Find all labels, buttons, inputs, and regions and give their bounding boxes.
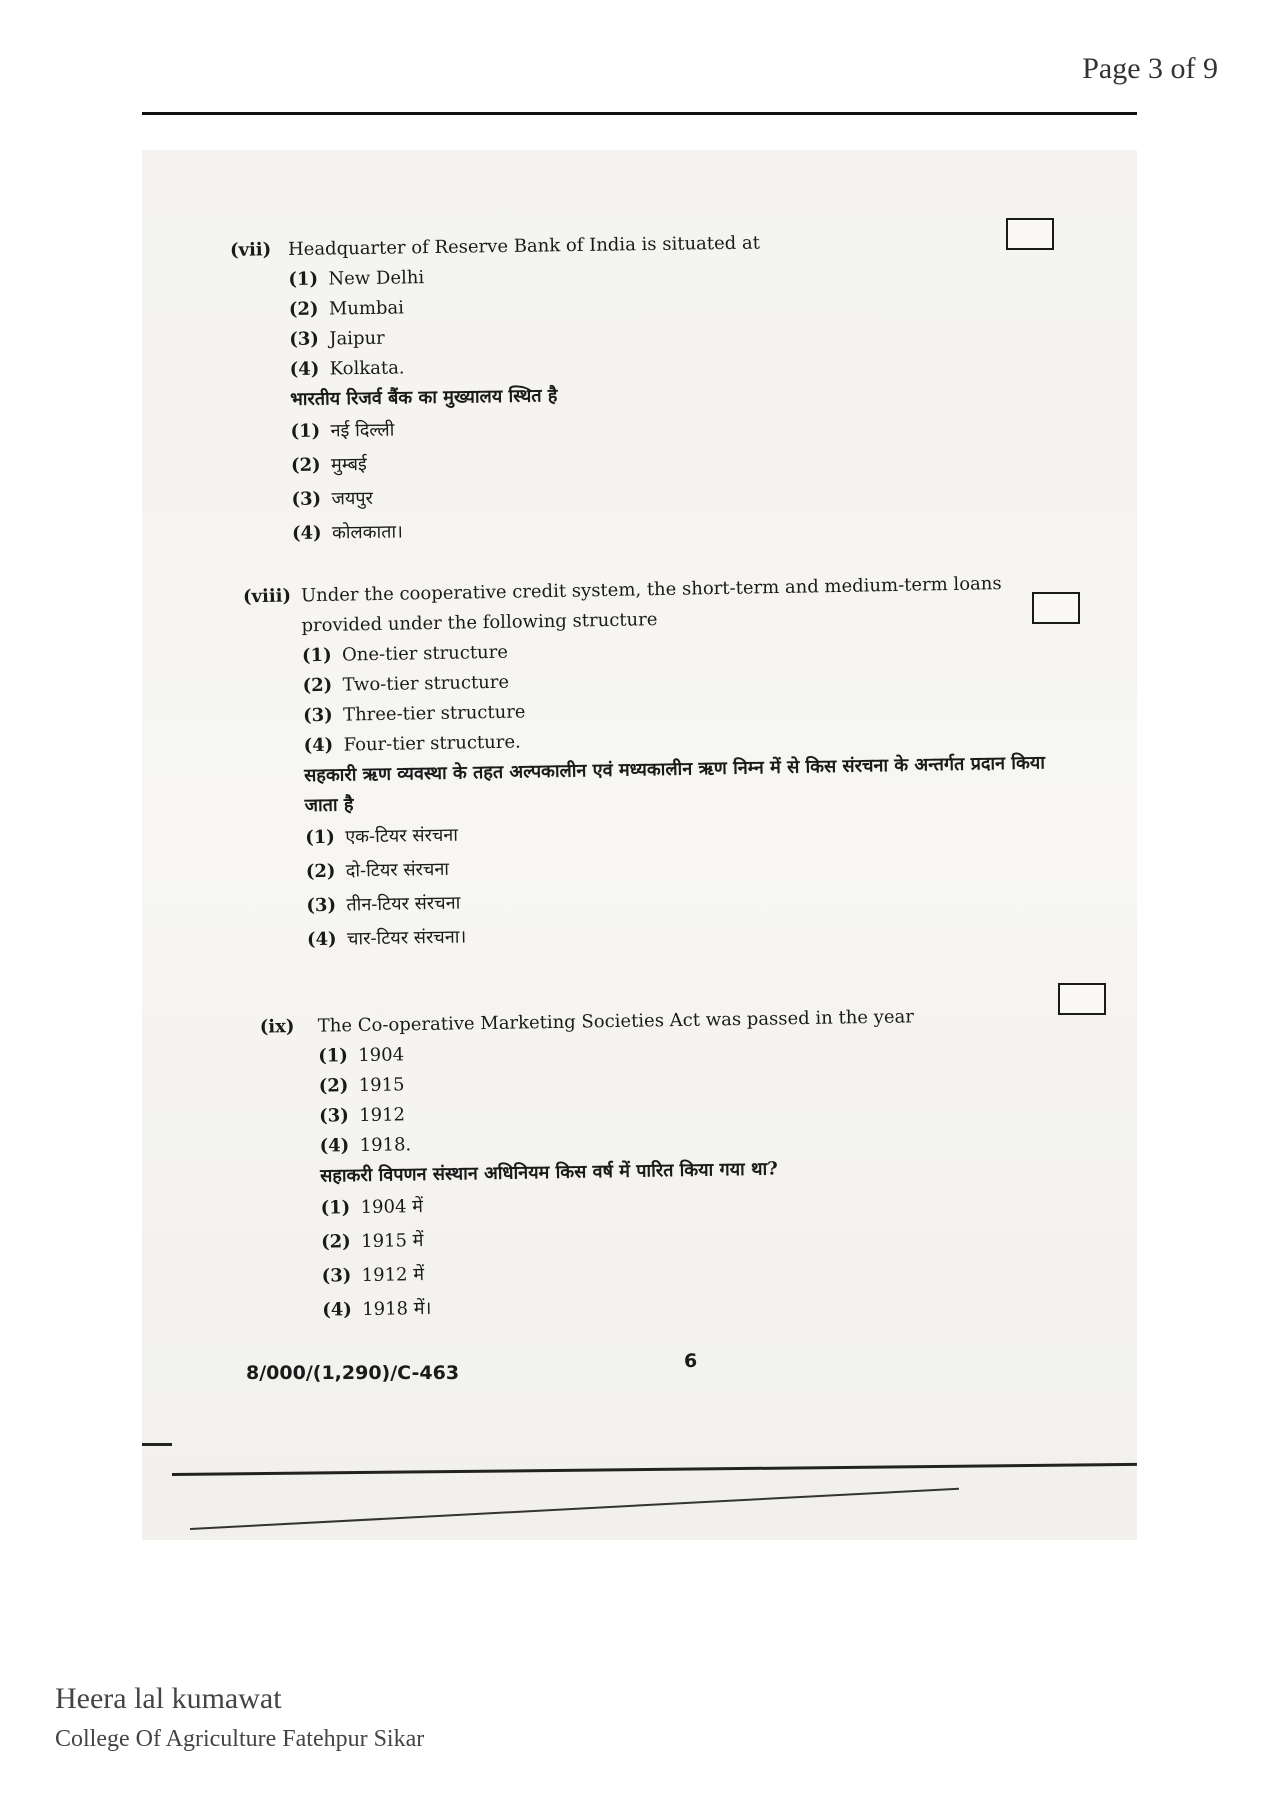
- question-ix: [260, 999, 1103, 1328]
- option: (4) 1918.: [319, 1134, 412, 1157]
- option: (4) Four-tier structure.: [303, 731, 521, 757]
- option-hindi: (3) जयपुर: [291, 487, 374, 511]
- answer-box-vii[interactable]: [1006, 218, 1054, 250]
- option: (1) 1904: [318, 1044, 405, 1067]
- option-hindi: (4) 1918 में।: [322, 1297, 432, 1321]
- option: (2) Two-tier structure: [302, 671, 510, 697]
- question-text: The Co-operative Marketing Societies Act was passed in the year: [317, 1006, 915, 1037]
- answer-box-ix[interactable]: [1058, 983, 1106, 1015]
- scan-edge-line: [142, 1443, 172, 1446]
- option: (1) New Delhi: [288, 267, 425, 291]
- question-viii: [243, 568, 1087, 959]
- question-text: Headquarter of Reserve Bank of India is situated at: [287, 232, 761, 261]
- option: (2) Mumbai: [288, 297, 405, 321]
- option-hindi: (1) 1904 में: [320, 1196, 424, 1219]
- question-text-hindi: भारतीय रिजर्व बैंक का मुख्यालय स्थित है: [289, 385, 558, 411]
- question-text-hindi: सहकारी ऋण व्यवस्था के तहत अल्पकालीन एवं मध्यकालीन ऋण निम्न में से किस संरचना के अन्तर्गत प्रदान किया जाता है: [303, 752, 1046, 817]
- question-number: (viii): [242, 585, 292, 608]
- option-hindi: (4) कोलकाता।: [291, 521, 404, 545]
- paper-code: 8/000/(1,290)/C-463: [246, 1362, 460, 1384]
- option: (3) 1912: [319, 1104, 406, 1127]
- option: (2) 1915: [318, 1074, 405, 1097]
- question-vii: [230, 224, 1072, 552]
- option: (3) Three-tier structure: [302, 701, 526, 727]
- answer-box-viii[interactable]: [1032, 592, 1080, 624]
- option-hindi: (4) चार-टियर संरचना।: [306, 926, 467, 951]
- page-number: Page 3 of 9: [1082, 52, 1218, 85]
- author-name: Heera lal kumawat: [55, 1682, 282, 1715]
- question-text: Under the cooperative credit system, the short-term and medium-term loans provided under the following structure: [300, 573, 1002, 637]
- option-hindi: (3) तीन-टियर संरचना: [306, 892, 461, 917]
- option: (4) Kolkata.: [289, 357, 405, 381]
- top-rule: [142, 112, 1137, 115]
- question-text-hindi: सहाकरी विपणन संस्थान अधिनियम किस वर्ष में पारित किया गया था?: [319, 1158, 778, 1187]
- option-hindi: (2) मुम्बई: [290, 453, 367, 477]
- option-hindi: (2) 1915 में: [321, 1230, 424, 1253]
- option: (3) Jaipur: [289, 327, 385, 351]
- sheet-page-number: 6: [684, 1350, 698, 1372]
- option-hindi: (1) एक-टियर संरचना: [305, 824, 459, 849]
- question-number: (ix): [259, 1016, 295, 1038]
- option-hindi: (1) नई दिल्ली: [290, 419, 395, 443]
- author-college: College Of Agriculture Fatehpur Sikar: [55, 1726, 425, 1752]
- option-hindi: (2) दो-टियर संरचना: [305, 858, 450, 883]
- option: (1) One-tier structure: [301, 641, 509, 667]
- option-hindi: (3) 1912 में: [321, 1264, 425, 1287]
- question-number: (vii): [229, 239, 272, 261]
